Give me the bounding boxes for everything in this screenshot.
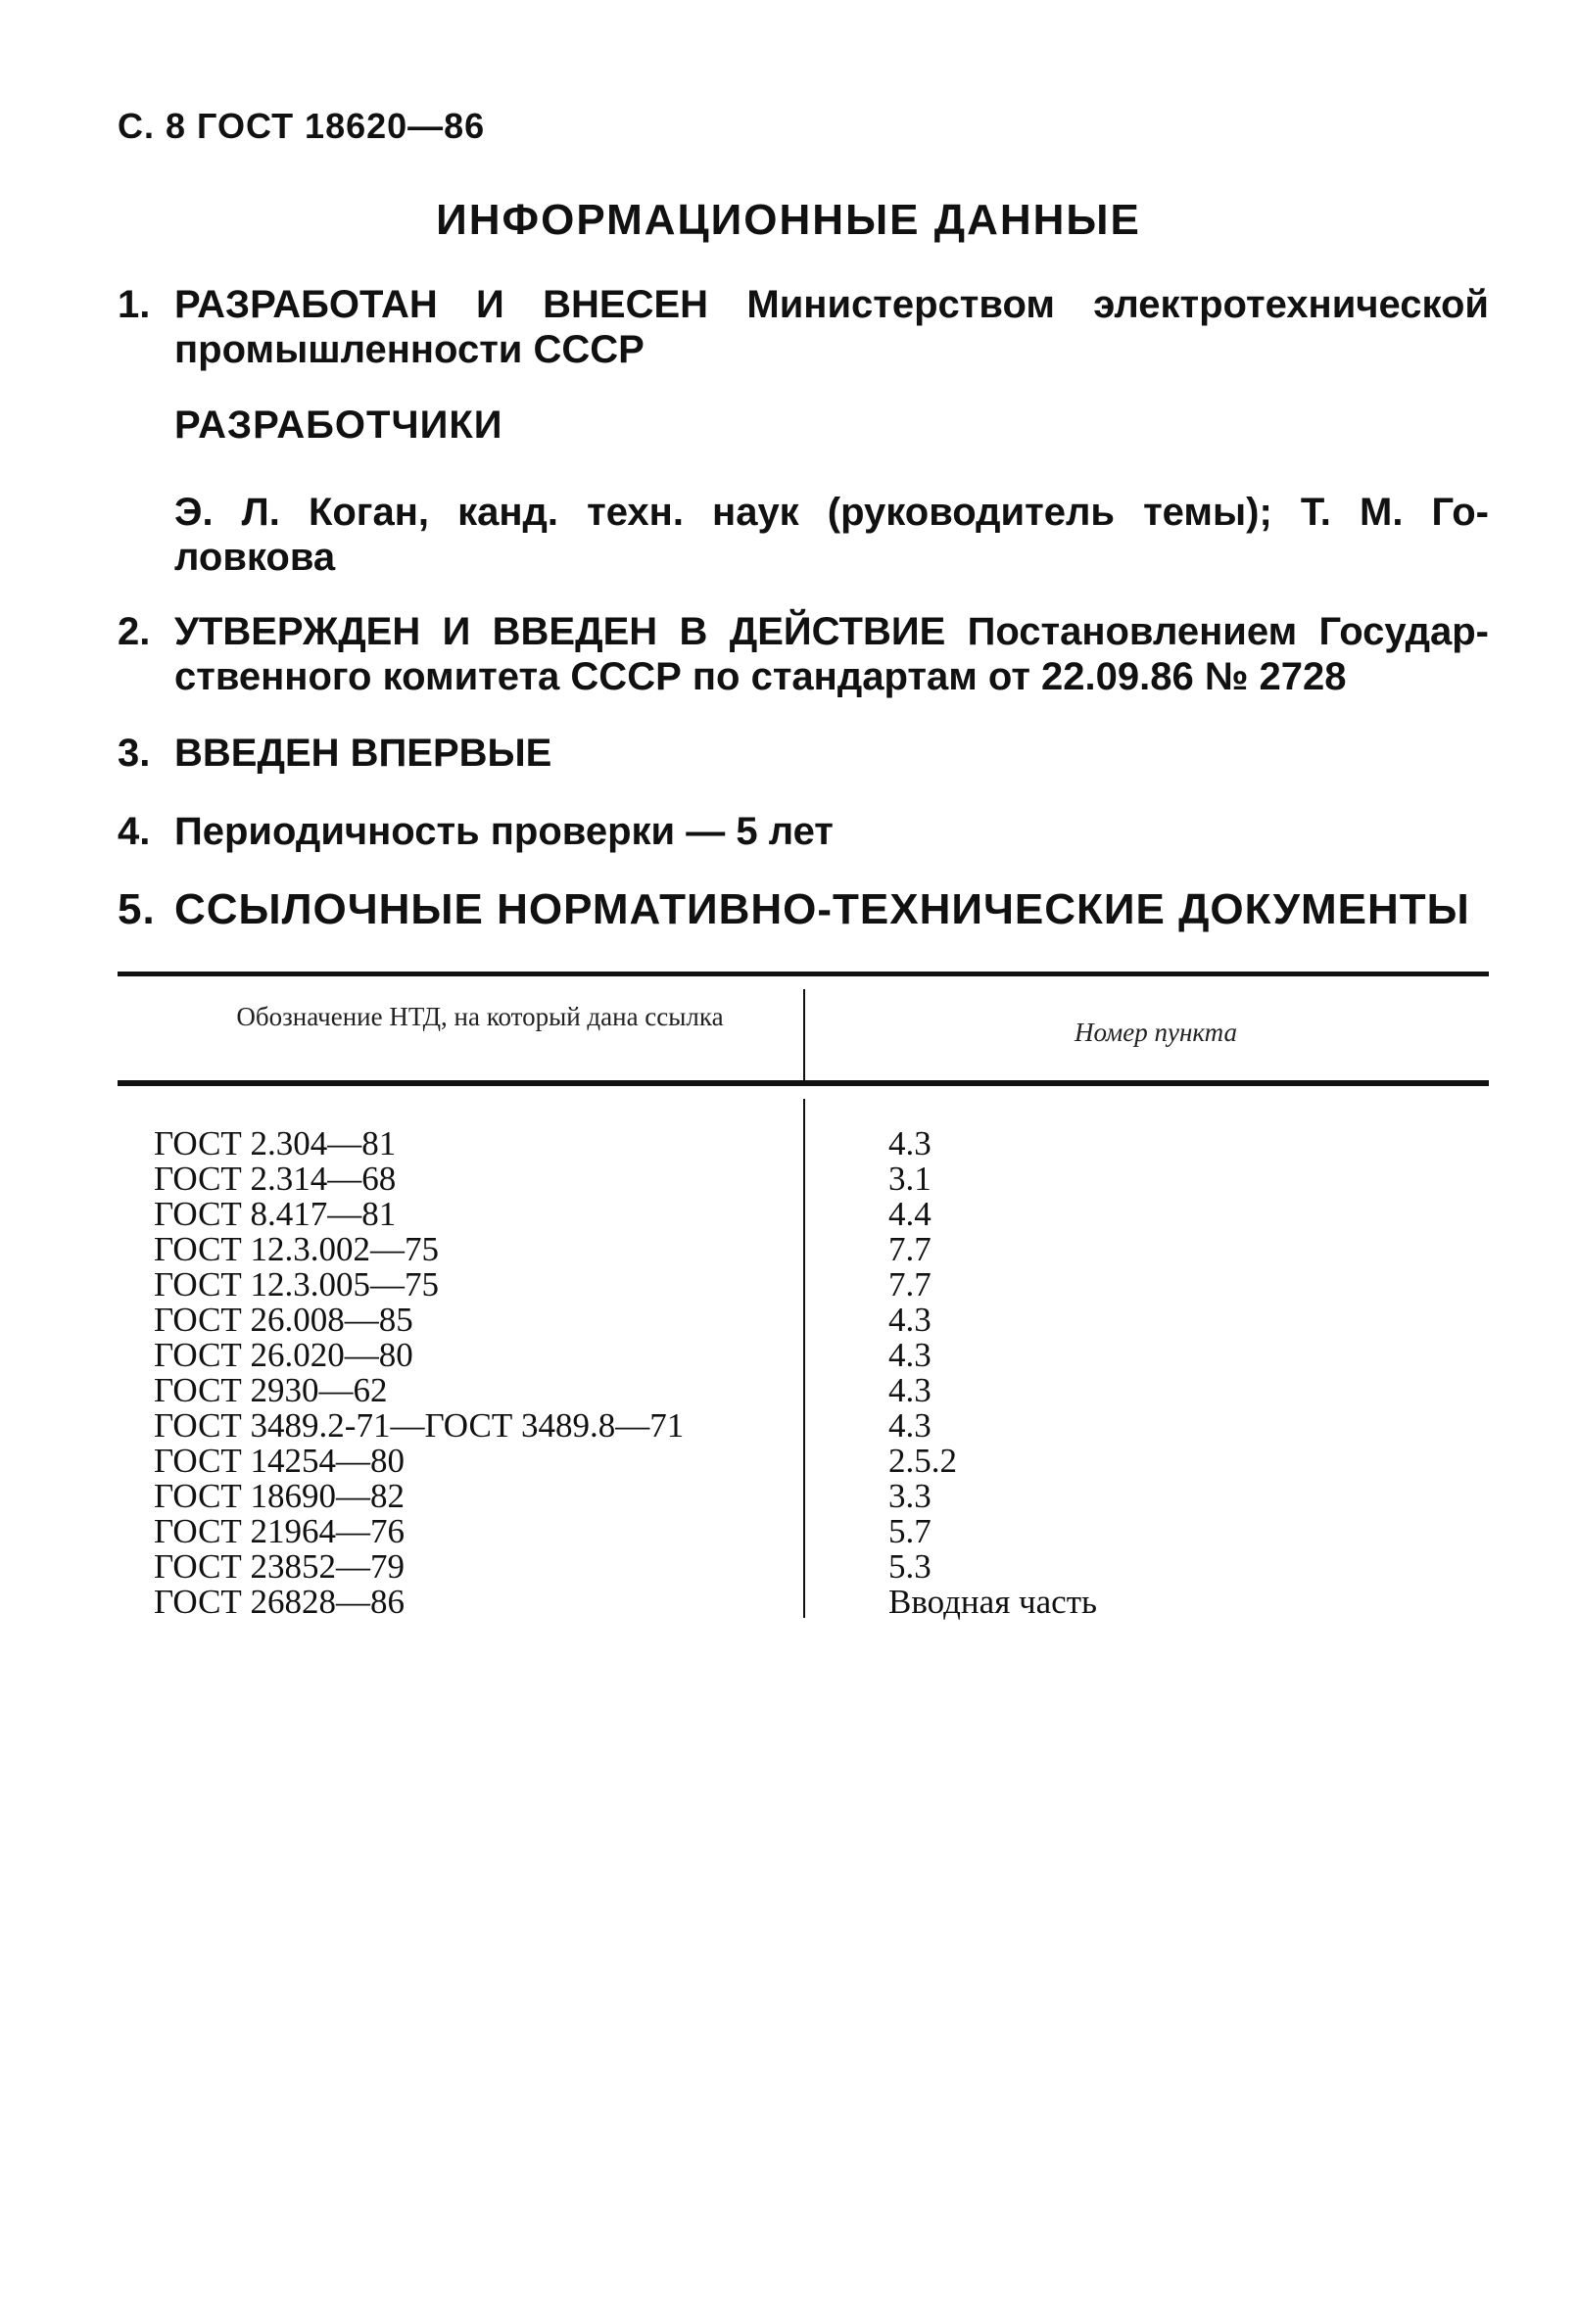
item-4-number: 4. [118, 810, 151, 853]
table-cell-point: 7.7 [888, 1265, 932, 1304]
item-3-text: ВВЕДЕН ВПЕРВЫЕ [174, 732, 552, 775]
page-header: С. 8 ГОСТ 18620—86 [118, 106, 486, 146]
table-cell-designation: ГОСТ 2930—62 [154, 1371, 388, 1409]
item-2-text: УТВЕРЖДЕН И ВВЕДЕН В ДЕЙСТВИЕ Постановлением Государ- [174, 610, 1489, 653]
item-3 [118, 731, 551, 776]
item-2-number: 2. [118, 610, 151, 653]
table-cell-designation: ГОСТ 12.3.002—75 [154, 1230, 440, 1268]
table-cell-designation: ГОСТ 3489.2-71—ГОСТ 3489.8—71 [154, 1406, 685, 1445]
table-cell-designation: ГОСТ 2.304—81 [154, 1124, 397, 1162]
table-cell-point: 7.7 [888, 1230, 932, 1268]
item-5-number: 5. [118, 885, 156, 933]
table-column-point [888, 1126, 1097, 1620]
table-header-designation: Обозначение НТД, на который дана ссылка [236, 1002, 724, 1031]
table-cell-designation: ГОСТ 21964—76 [154, 1512, 406, 1550]
table-cell-designation: ГОСТ 23852—79 [154, 1547, 406, 1586]
table-top-rule [118, 972, 1489, 976]
table-header-divider [803, 989, 805, 1083]
table-cell-point: 4.3 [888, 1336, 932, 1374]
table-cell-designation: ГОСТ 2.314—68 [154, 1160, 397, 1198]
item-1-number: 1. [118, 283, 151, 326]
table-cell-point: 5.3 [888, 1547, 932, 1586]
item-1-line-2: промышленности СССР [174, 328, 645, 371]
table-cell-designation: ГОСТ 18690—82 [154, 1477, 406, 1515]
item-2-line-2: ственного комитета СССР по стандартам от 22.09.86 № 2728 [174, 655, 1347, 698]
table-cell-point: Вводная часть [888, 1583, 1097, 1621]
table-cell-point: 4.3 [888, 1406, 932, 1445]
developers-text: Э. Л. Коган, канд. техн. наук (руководитель темы); Т. М. Го- [174, 491, 1489, 534]
table-cell-point: 4.3 [888, 1371, 932, 1409]
table-cell-point: 4.3 [888, 1301, 932, 1339]
table-body-divider [803, 1099, 805, 1618]
item-1-text: РАЗРАБОТАН И ВНЕСЕН Министерством электротехнической [174, 283, 1489, 326]
item-1-line-1 [118, 282, 1489, 327]
item-4-text: Периодичность проверки — 5 лет [174, 810, 834, 853]
item-5 [118, 887, 1470, 932]
table-cell-point: 2.5.2 [888, 1442, 957, 1480]
developers-line-2: ловкова [174, 536, 336, 579]
table-cell-designation: ГОСТ 26.020—80 [154, 1336, 413, 1374]
developers-line-1 [174, 490, 1489, 535]
table-cell-point: 4.4 [888, 1195, 932, 1233]
developers-heading: РАЗРАБОТЧИКИ [174, 403, 503, 447]
item-5-text: ССЫЛОЧНЫЕ НОРМАТИВНО-ТЕХНИЧЕСКИЕ ДОКУМЕНТЫ [174, 885, 1470, 933]
table-cell-designation: ГОСТ 8.417—81 [154, 1195, 397, 1233]
table-cell-point: 4.3 [888, 1124, 932, 1162]
item-4 [118, 809, 834, 854]
item-3-number: 3. [118, 732, 151, 775]
page-title: ИНФОРМАЦИОННЫЕ ДАННЫЕ [436, 196, 1141, 244]
table-cell-designation: ГОСТ 12.3.005—75 [154, 1265, 440, 1304]
table-cell-point: 5.7 [888, 1512, 932, 1550]
table-header-point: Номер пункта [1075, 1018, 1237, 1047]
table-cell-designation: ГОСТ 26828—86 [154, 1583, 406, 1621]
table-header-rule [118, 1080, 1489, 1086]
table-cell-designation: ГОСТ 26.008—85 [154, 1301, 413, 1339]
table-column-designation [154, 1126, 684, 1620]
table-cell-point: 3.1 [888, 1160, 932, 1198]
item-2-line-1 [118, 609, 1489, 654]
table-cell-designation: ГОСТ 14254—80 [154, 1442, 406, 1480]
table-cell-point: 3.3 [888, 1477, 932, 1515]
